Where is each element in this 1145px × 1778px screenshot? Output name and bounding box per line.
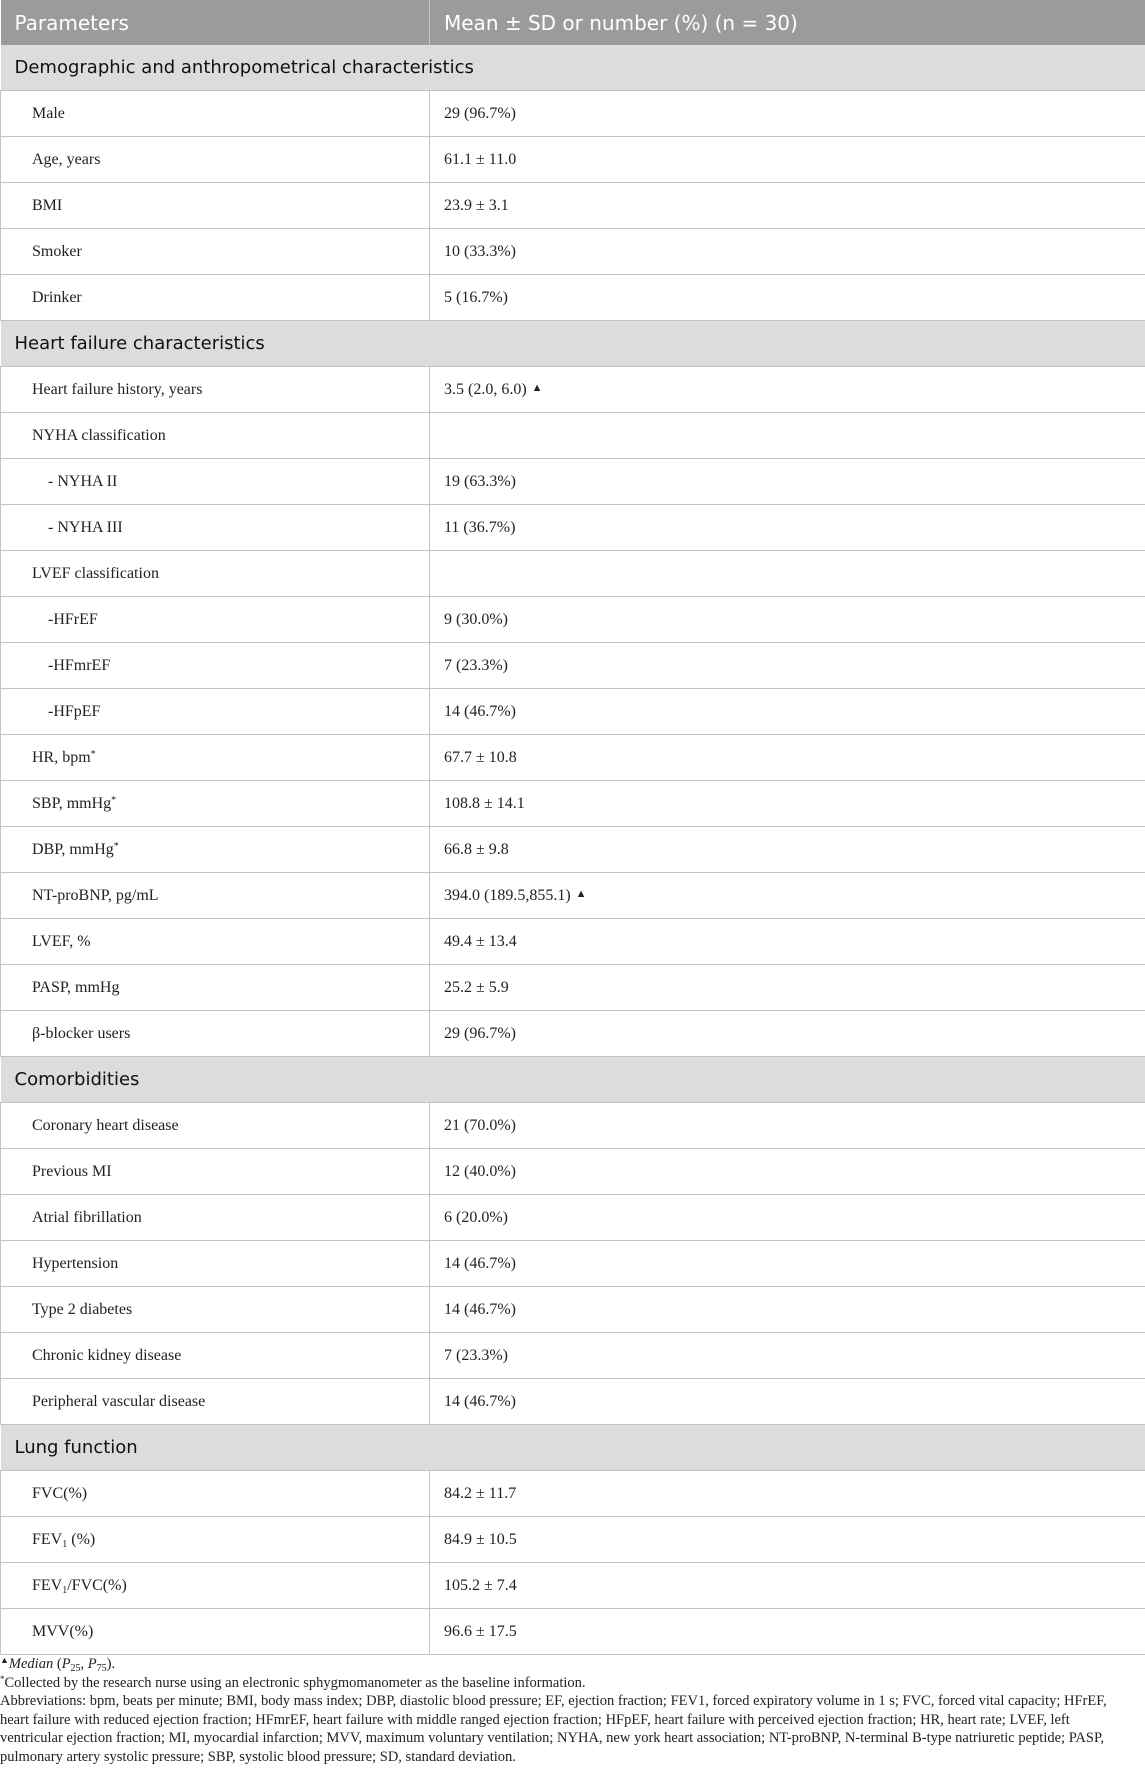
row-value: 29 (96.7%) (430, 1011, 1145, 1057)
table-row (1, 1609, 1145, 1655)
table-row (1, 229, 1145, 275)
footnote-median: ▲Median ($P_{25}$, $P_{75}$). (0, 1655, 116, 1674)
row-value: 108.8 ± 14.1 (430, 781, 1145, 827)
row-label: Previous MI (1, 1149, 430, 1195)
row-value: 25.2 ± 5.9 (430, 965, 1145, 1011)
table-body (1, 45, 1145, 1655)
row-value: 9 (30.0%) (430, 597, 1145, 643)
row-value: 49.4 ± 13.4 (430, 919, 1145, 965)
row-value: 84.2 ± 11.7 (430, 1471, 1145, 1517)
asterisk-marker: * (90, 748, 96, 760)
table-row (1, 827, 1145, 873)
table-row (1, 1241, 1145, 1287)
row-value: 394.0 (189.5,855.1) ▲ (430, 873, 1145, 919)
footnote-asterisk-text: Collected by the research nurse using an electronic sphygmomanometer as the baseline information. (4, 1674, 586, 1691)
section-header-comorbidities (1, 1057, 1145, 1103)
row-label: $FEV_1$ (%) (1, 1517, 430, 1563)
footnote-median-label: Median (8, 1656, 54, 1672)
section-title: Comorbidities (1, 1057, 1145, 1103)
row-value: 10 (33.3%) (430, 229, 1145, 275)
row-label: $FEV_1/FVC(\%)$ (1, 1563, 430, 1609)
row-value: 11 (36.7%) (430, 505, 1145, 551)
row-label: MVV(%) (1, 1609, 430, 1655)
row-label: Coronary heart disease (1, 1103, 430, 1149)
table-row (1, 873, 1145, 919)
row-value: 5 (16.7%) (430, 275, 1145, 321)
section-title: Lung function (1, 1425, 1145, 1471)
table-row (1, 1195, 1145, 1241)
header-parameters: Parameters (1, 0, 430, 45)
row-label: Atrial fibrillation (1, 1195, 430, 1241)
triangle-marker-icon: ▲ (575, 887, 587, 900)
table-row (1, 1379, 1145, 1425)
table-row (1, 459, 1145, 505)
row-value: 66.8 ± 9.8 (430, 827, 1145, 873)
asterisk-marker: * (113, 840, 119, 852)
row-label: DBP, mmHg* (1, 827, 430, 873)
row-label: PASP, mmHg (1, 965, 430, 1011)
section-title: Demographic and anthropometrical characteristics (1, 45, 1145, 91)
table-row (1, 643, 1145, 689)
table-row (1, 1517, 1145, 1563)
footnote-abbreviations: Abbreviations: bpm, beats per minute; BMI, body mass index; DBP, diastolic blood pressure; EF, ejection fraction; FEV1, forced expiratory volume in 1 s; FVC, forced vital capacity; HFrEF, heart failure with reduced ejection fraction; HFmrEF, heart failure with middle ranged ejection fraction; HFpEF, heart failure with perceived ejection fraction; HR, heart rate; LVEF, left ventricular ejection fraction; MI, myocardial infarction; MVV, maximum voluntary ventilation; NYHA, new york heart association; NT-proBNP, N-terminal B-type natriuretic peptide; PASP, pulmonary artery systolic pressure; SBP, systolic blood pressure; SD, standard deviation. (0, 1693, 1107, 1765)
table-row (1, 1149, 1145, 1195)
table-row (1, 1471, 1145, 1517)
table-row (1, 91, 1145, 137)
table-row (1, 551, 1145, 597)
row-value: 23.9 ± 3.1 (430, 183, 1145, 229)
table-row (1, 275, 1145, 321)
row-label: Hypertension (1, 1241, 430, 1287)
row-value: 21 (70.0%) (430, 1103, 1145, 1149)
table-row (1, 1287, 1145, 1333)
table-header-row (1, 0, 1145, 45)
section-header-heart-failure-characteristics (1, 321, 1145, 367)
row-value: 14 (46.7%) (430, 1287, 1145, 1333)
row-label: HR, bpm* (1, 735, 430, 781)
row-label: NT-proBNP, pg/mL (1, 873, 430, 919)
row-value: 29 (96.7%) (430, 91, 1145, 137)
row-label: SBP, mmHg* (1, 781, 430, 827)
row-label: - NYHA III (1, 505, 430, 551)
table-row (1, 1563, 1145, 1609)
row-label: FVC(%) (1, 1471, 430, 1517)
asterisk-marker: * (111, 794, 117, 806)
row-label: Age, years (1, 137, 430, 183)
row-label: -HFmrEF (1, 643, 430, 689)
row-label: NYHA classification (1, 413, 430, 459)
row-value: 105.2 ± 7.4 (430, 1563, 1145, 1609)
row-value: 67.7 ± 10.8 (430, 735, 1145, 781)
section-title: Heart failure characteristics (1, 321, 1145, 367)
table-row (1, 781, 1145, 827)
row-label: Peripheral vascular disease (1, 1379, 430, 1425)
section-header-lung-function (1, 1425, 1145, 1471)
row-value (430, 551, 1145, 597)
table-row (1, 505, 1145, 551)
row-value: 61.1 ± 11.0 (430, 137, 1145, 183)
row-value: 19 (63.3%) (430, 459, 1145, 505)
table-row (1, 367, 1145, 413)
row-label: Chronic kidney disease (1, 1333, 430, 1379)
table-row (1, 919, 1145, 965)
table-row (1, 413, 1145, 459)
row-label: -HFpEF (1, 689, 430, 735)
row-value: 12 (40.0%) (430, 1149, 1145, 1195)
table-row (1, 183, 1145, 229)
row-label: Type 2 diabetes (1, 1287, 430, 1333)
table-row (1, 137, 1145, 183)
row-label: -HFrEF (1, 597, 430, 643)
row-value (430, 413, 1145, 459)
row-label: - NYHA II (1, 459, 430, 505)
row-label: Drinker (1, 275, 430, 321)
row-label: LVEF, % (1, 919, 430, 965)
table-row (1, 1011, 1145, 1057)
table-row (1, 689, 1145, 735)
table-row (1, 597, 1145, 643)
row-value: 14 (46.7%) (430, 689, 1145, 735)
row-value: 7 (23.3%) (430, 643, 1145, 689)
table-row (1, 1103, 1145, 1149)
table-row (1, 1333, 1145, 1379)
header-value: Mean ± SD or number (%) (n = 30) (430, 0, 1145, 45)
table-row (1, 735, 1145, 781)
row-label: β-blocker users (1, 1011, 430, 1057)
row-label: LVEF classification (1, 551, 430, 597)
triangle-marker-icon: ▲ (531, 381, 543, 394)
table-footnotes (0, 1655, 1130, 1766)
row-label: Heart failure history, years (1, 367, 430, 413)
row-value: 6 (20.0%) (430, 1195, 1145, 1241)
row-value: 96.6 ± 17.5 (430, 1609, 1145, 1655)
row-value: 7 (23.3%) (430, 1333, 1145, 1379)
row-label: BMI (1, 183, 430, 229)
triangle-marker-icon: ▲ (0, 1655, 9, 1665)
footnote-asterisk: *Collected by the research nurse using an electronic sphygmomanometer as the baseline information. (0, 1673, 586, 1691)
row-label: Male (1, 91, 430, 137)
row-value: 3.5 (2.0, 6.0) ▲ (430, 367, 1145, 413)
row-value: 14 (46.7%) (430, 1379, 1145, 1425)
row-value: 14 (46.7%) (430, 1241, 1145, 1287)
table-row (1, 965, 1145, 1011)
row-label: Smoker (1, 229, 430, 275)
row-value: 84.9 ± 10.5 (430, 1517, 1145, 1563)
section-header-demographic-and-anthropometrical-characteristics (1, 45, 1145, 91)
